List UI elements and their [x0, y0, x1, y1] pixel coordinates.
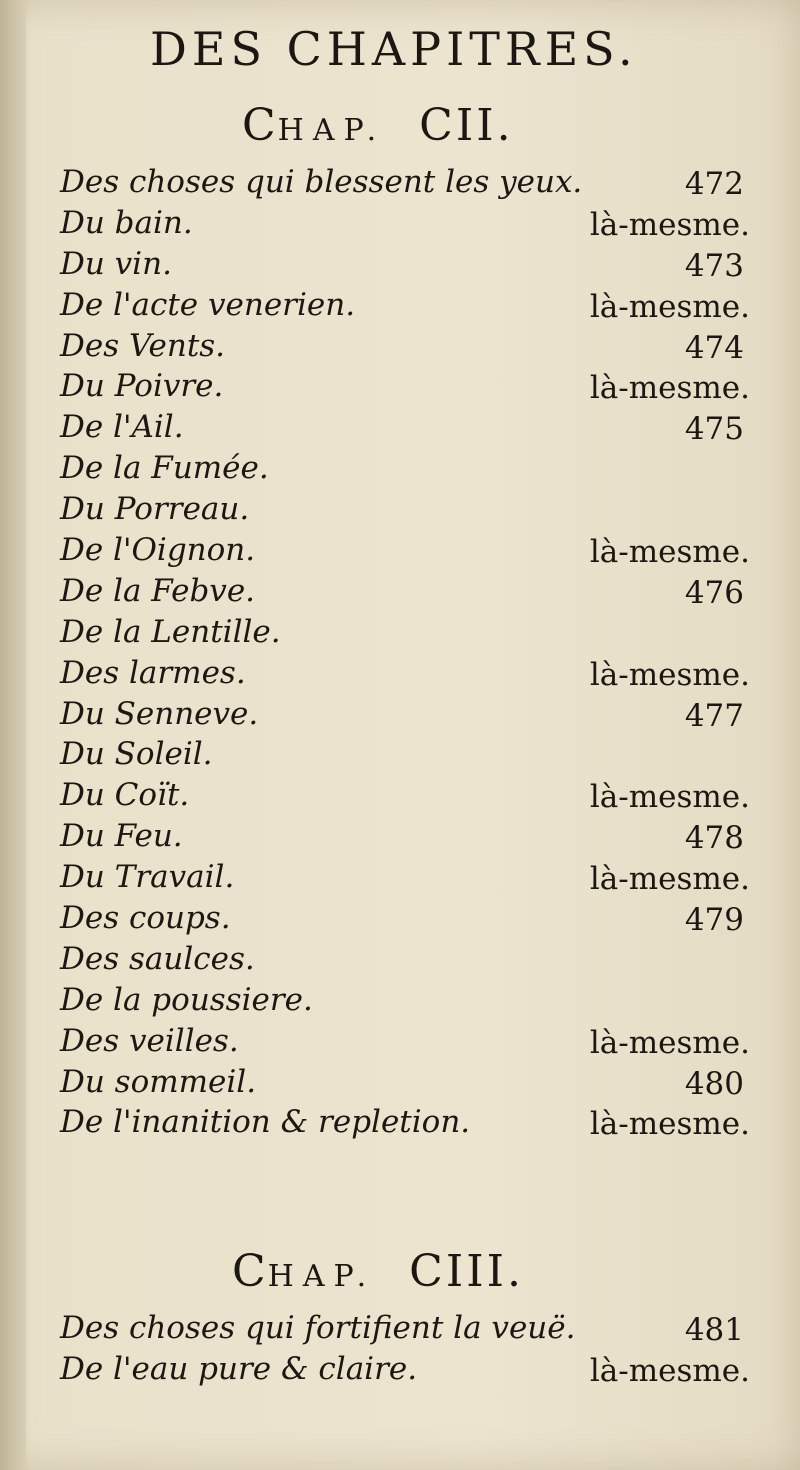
- entry-page-reference: là-mesme.: [589, 206, 750, 243]
- toc-entry: [60, 736, 750, 777]
- entry-title: De l'Ail.: [60, 409, 184, 446]
- toc-entry: [60, 164, 750, 205]
- chapter-heading-small: HAP.: [267, 1259, 376, 1294]
- toc-entry: [60, 532, 750, 573]
- toc-entry: [60, 941, 750, 982]
- toc-entry: [60, 1104, 750, 1145]
- entry-page-reference: là-mesme.: [589, 534, 750, 571]
- entry-title: Du Coït.: [60, 777, 190, 814]
- toc-entry: [60, 696, 750, 737]
- entry-title: De la Fumée.: [60, 450, 269, 487]
- entry-page-reference: là-mesme.: [589, 656, 750, 693]
- entry-title: Des Vents.: [60, 327, 226, 364]
- entry-page-reference: 473: [684, 247, 744, 284]
- entry-page-reference: là-mesme.: [589, 1106, 750, 1143]
- entry-page-reference: là-mesme.: [589, 1352, 750, 1389]
- toc-entry: [60, 655, 750, 696]
- toc-entry: [60, 614, 750, 655]
- entry-title: Du vin.: [60, 245, 172, 282]
- entry-title: Des veilles.: [60, 1022, 239, 1059]
- chapter-heading-prefix: C: [242, 100, 278, 151]
- toc-entry: [60, 246, 750, 287]
- entry-title: Du bain.: [60, 204, 193, 241]
- toc-entry: [60, 1064, 750, 1105]
- entry-title: Des saulces.: [60, 940, 255, 977]
- entry-page-reference: là-mesme.: [589, 1024, 750, 1061]
- entry-title: Du Senneve.: [60, 695, 259, 732]
- entry-title: De l'eau pure & claire.: [60, 1350, 418, 1387]
- entry-title: Des choses qui blessent les yeux.: [60, 164, 583, 200]
- entry-page-reference: 472: [684, 166, 744, 202]
- entry-page-reference: 479: [684, 902, 744, 939]
- entry-page-reference: 475: [684, 411, 744, 448]
- entry-title: De l'inanition & repletion.: [60, 1104, 471, 1141]
- toc-entry: [60, 859, 750, 900]
- chapter-heading-prefix: C: [232, 1246, 268, 1297]
- entry-page-reference: là-mesme.: [589, 779, 750, 816]
- entry-title: Du Porreau.: [60, 491, 250, 528]
- entry-title: De l'Oignon.: [60, 532, 256, 569]
- entry-title: De la Lentille.: [60, 613, 281, 650]
- toc-entry: [60, 328, 750, 369]
- entry-page-reference: 478: [684, 820, 744, 857]
- entry-title: De la Febve.: [60, 572, 256, 609]
- toc-entry: [60, 1351, 750, 1392]
- entry-title: Du Travail.: [60, 859, 235, 896]
- entry-page-reference: 476: [684, 574, 744, 611]
- entry-title: Des choses qui fortifient la veuë.: [60, 1310, 576, 1346]
- chapter-number: CIII.: [409, 1246, 524, 1297]
- chapter-heading-small: HAP.: [277, 113, 386, 148]
- entry-title: De l'acte venerien.: [60, 286, 356, 323]
- toc-entry: [60, 818, 750, 859]
- entry-page-reference: 480: [684, 1065, 744, 1102]
- toc-entry: [60, 287, 750, 328]
- toc-entry: [60, 777, 750, 818]
- chapter-heading-ciii: [232, 1246, 524, 1297]
- entry-title: Du Soleil.: [60, 736, 213, 773]
- chapter-ciii-entries: [60, 1310, 750, 1392]
- toc-entry: [60, 1310, 750, 1351]
- toc-entry: [60, 900, 750, 941]
- entry-title: Des coups.: [60, 900, 231, 937]
- running-head: DES CHAPITRES.: [150, 22, 638, 76]
- toc-entry: [60, 450, 750, 491]
- entry-page-reference: là-mesme.: [589, 861, 750, 898]
- entry-page-reference: 474: [684, 329, 744, 366]
- chapter-number: CII.: [419, 100, 514, 151]
- entry-title: Du Feu.: [60, 818, 183, 855]
- entry-title: Du sommeil.: [60, 1063, 257, 1100]
- entry-title: Des larmes.: [60, 654, 246, 691]
- toc-entry: [60, 491, 750, 532]
- toc-entry: [60, 573, 750, 614]
- toc-entry: [60, 1023, 750, 1064]
- entry-page-reference: là-mesme.: [589, 288, 750, 325]
- toc-entry: [60, 409, 750, 450]
- toc-entry: [60, 205, 750, 246]
- toc-entry: [60, 368, 750, 409]
- chapter-cii-entries: [60, 164, 750, 1145]
- entry-title: De la poussiere.: [60, 981, 313, 1018]
- entry-page-reference: là-mesme.: [589, 370, 750, 407]
- entry-page-reference: 477: [684, 697, 744, 734]
- entry-title: Du Poivre.: [60, 368, 224, 405]
- toc-entry: [60, 982, 750, 1023]
- chapter-heading-cii: [242, 100, 514, 151]
- page-gutter: [0, 0, 26, 1470]
- entry-page-reference: 481: [684, 1312, 744, 1348]
